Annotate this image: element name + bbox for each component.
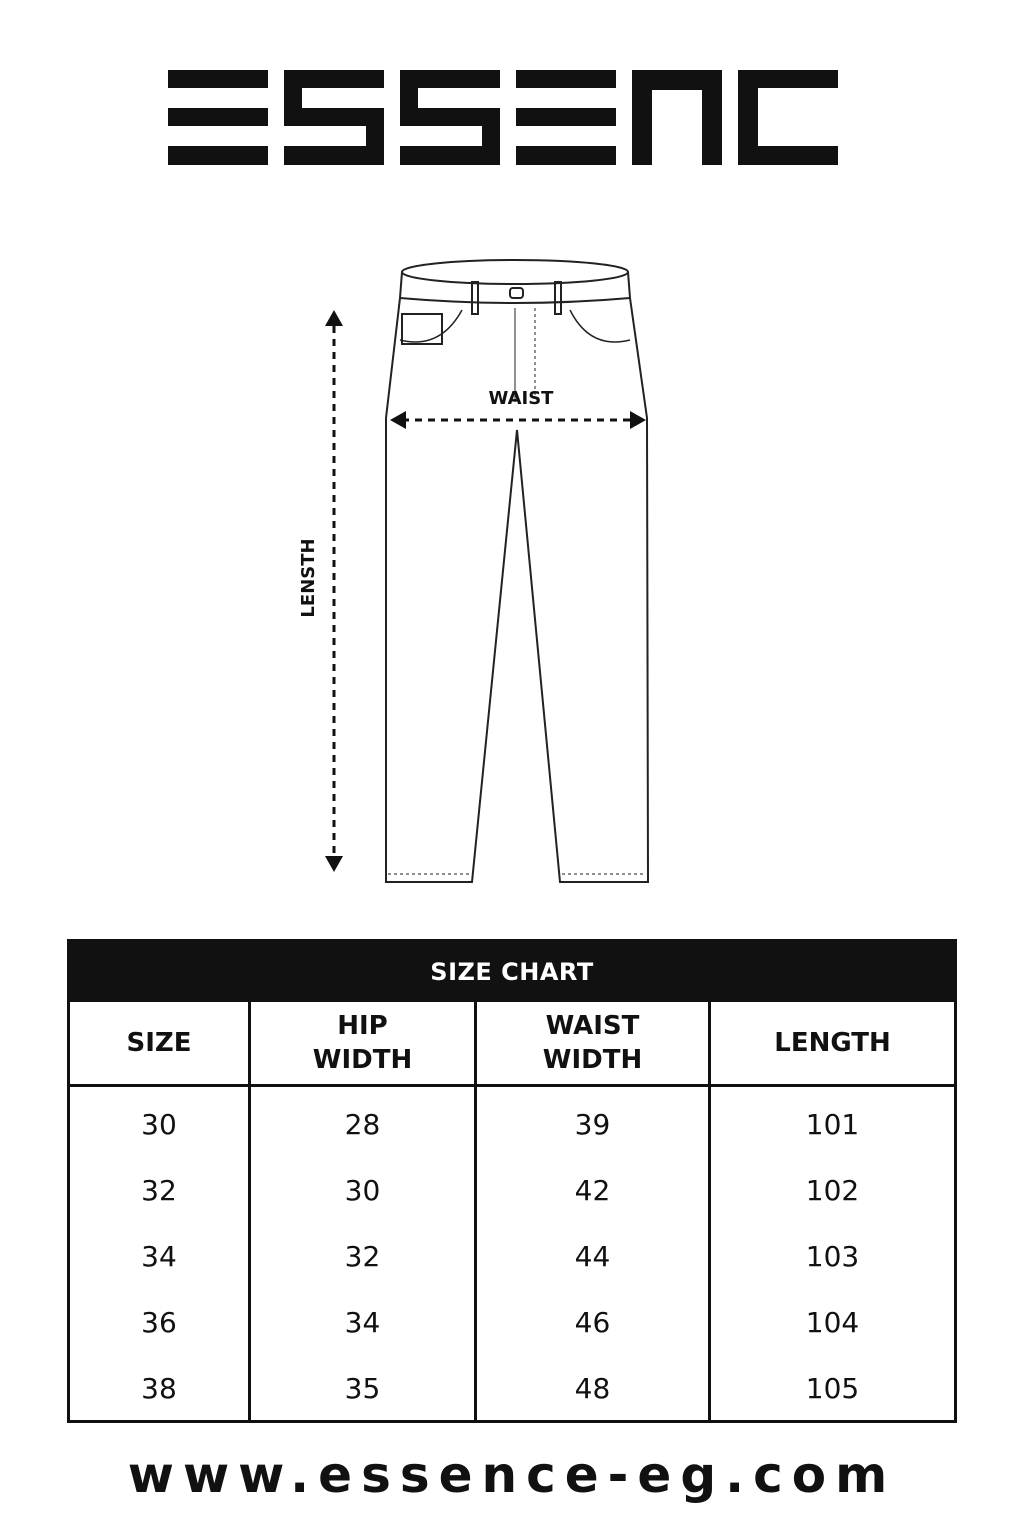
size-chart-table [67, 939, 957, 1423]
size-cell: 36 [141, 1305, 177, 1339]
header-length: LENGTH [774, 1028, 891, 1058]
length-cell: 103 [805, 1239, 860, 1273]
length-cell: 104 [805, 1305, 860, 1339]
waist-width-cell: 46 [574, 1305, 611, 1339]
waist-label: WAIST [488, 388, 554, 409]
length-cell: 101 [805, 1107, 860, 1141]
size-chart-title: SIZE CHART [70, 942, 954, 1002]
hip-width-cell: 28 [344, 1107, 381, 1141]
waist-width-column [477, 1087, 711, 1421]
header-hip-width: HIP WIDTH [251, 1002, 477, 1084]
table-header-row [70, 1002, 954, 1087]
length-label: LENSTH [298, 538, 319, 618]
length-cell: 102 [805, 1173, 860, 1207]
length-cell: 105 [805, 1371, 860, 1405]
hip-width-column [251, 1087, 477, 1421]
essence-logo [168, 70, 858, 165]
waist-width-cell: 44 [574, 1239, 611, 1273]
size-cell: 30 [141, 1107, 177, 1141]
header-waist-width: WAIST WIDTH [477, 1002, 711, 1084]
waist-width-cell: 39 [574, 1107, 611, 1141]
header-size: SIZE [70, 1002, 251, 1084]
waist-width-cell: 42 [574, 1173, 611, 1207]
hip-width-cell: 34 [344, 1305, 381, 1339]
size-cell: 34 [141, 1239, 177, 1273]
hip-width-cell: 30 [344, 1173, 381, 1207]
waist-width-cell: 48 [574, 1371, 611, 1405]
size-column [70, 1087, 251, 1421]
website-url: www.essence-eg.com [127, 1446, 897, 1504]
length-column [711, 1087, 954, 1421]
pants-diagram [290, 250, 670, 890]
size-cell: 32 [141, 1173, 177, 1207]
table-body [70, 1087, 954, 1421]
hip-width-cell: 35 [344, 1371, 381, 1405]
size-cell: 38 [141, 1371, 177, 1405]
hip-width-cell: 32 [344, 1239, 381, 1273]
